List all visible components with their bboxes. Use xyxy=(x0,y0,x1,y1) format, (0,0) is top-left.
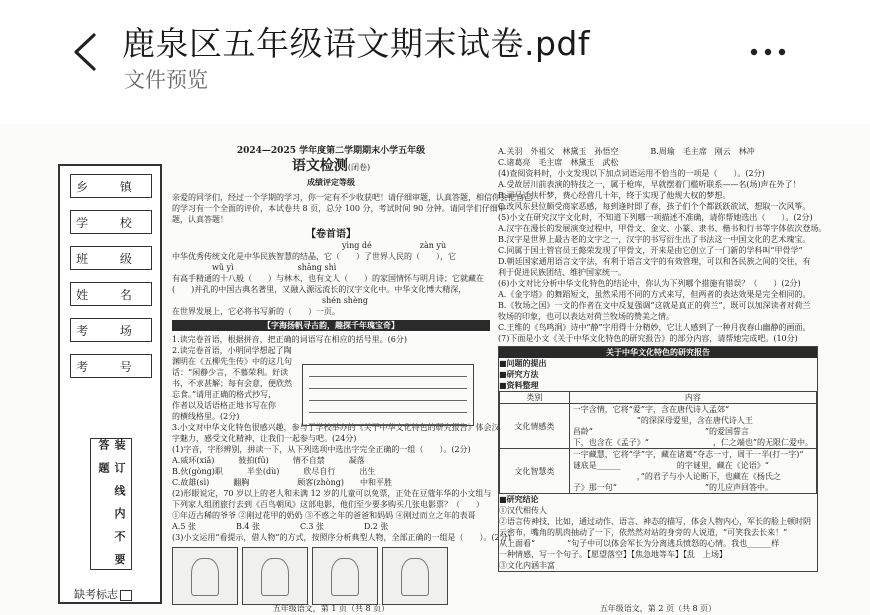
pinyin-line xyxy=(172,240,490,251)
question-line: A.威环(xiǎ) 彼拍(fū) 情不自禁 凝落 xyxy=(172,456,365,465)
page-footer: 五年级语文，第 2 页（共 8 页） xyxy=(599,604,717,613)
report-line: ①汉代相传人 xyxy=(499,506,547,515)
question-line: (5)小文在研究汉字文化时，不知道下列哪一项描述不准确，请你帮她选出（ ）。(2分) xyxy=(498,213,813,222)
question-line: C.王维的《鸟鸣涧》诗中“静”字用得十分精妙，它让人感到了一种月夜春山幽静的画面。 xyxy=(498,323,811,332)
pinyin: yìng dé xyxy=(342,241,372,250)
content-line: 昌龄“ ”的爱国誓言 xyxy=(572,427,749,436)
intro-line: 的学习有一个全面的评价，本试卷共 8 页，总分 100 分，考试时间 90 分钟。请同学们仔细审 xyxy=(172,204,506,213)
top-bar xyxy=(0,0,870,122)
question-line: A.受故居川前表演的特技之一，属于枪库，早就摆着门槛听联系——名(场)声在外了！ xyxy=(498,180,801,189)
question-line: (3)小文运用“看提示，借人物”的方式，按照序分析典型人物，全部正确的一组是（ ）。(2分) xyxy=(172,533,511,542)
character-illustration xyxy=(382,547,448,605)
content-line: 一字藏慧，它将“学”字，藏在诸葛“夺志一寸，周干一半(打一字)” xyxy=(572,450,804,459)
question-line: 2.读完卷首语，小明同学想起了陶 xyxy=(172,346,292,355)
question-line: (1)字音，字形辨别，拼读一下，从下列选项中选出字完全正确的一组（ ）。(2分) xyxy=(172,445,471,454)
table-cell-content xyxy=(569,404,816,449)
more-options-icon[interactable] xyxy=(748,46,788,58)
question-line: (2)形眼说定，70 岁以上的老人和未满 12 岁的儿童可以免票，正处在豆蔻年华的小文组与 xyxy=(172,489,492,498)
question-line: D.朝廷国家通用语言文字法，有利于语言文字的有效管理，可以和各民族之间的交往，有 xyxy=(498,257,811,266)
question-line: 渊明在《五柳先生传》中的这几句 xyxy=(172,357,292,366)
illustration-row xyxy=(172,547,490,605)
question-line: C.故雄(sì) 翻胸 顾客(zhòng) 中和平胜 xyxy=(172,478,392,487)
content-line: ”的深深母爱里，含在唐代诗人王 xyxy=(572,416,753,425)
table-row xyxy=(500,404,817,449)
question-line: B.司马迁扶杆梦，费心经营几十年，终于实现了他规大权的梦想。 xyxy=(498,191,731,200)
absent-mark xyxy=(74,586,132,602)
para-line: 有高手精通的十八般（ ）与林木，也有文人（ ）的家国情怀与明月诗；它就藏在 xyxy=(172,274,484,283)
report-item: ■问题的提出 xyxy=(499,358,547,368)
report-item: ■资料整理 xyxy=(499,380,539,390)
question-line: 忘食。”请用正确的格式抄写， xyxy=(172,390,277,399)
binding-strip xyxy=(58,164,162,604)
binding-field: 考 场 xyxy=(70,318,152,342)
para-line: 中华优秀传统文化是中华民族智慧的结晶，它（ ）了世界人民的（ ），它 xyxy=(172,252,456,261)
report-line: 从上面看“ ”句子中可以体会军长为分离逃兵愤怒的心情。我也______样 xyxy=(499,539,780,548)
section-band: 【字海扬帆寻古韵，趣探千年瑰宝奇】 xyxy=(172,320,490,331)
section-title: 【卷首语】 xyxy=(306,229,356,240)
question-line: 字魅力，感受文化精神，让我们一起参与吧。(24分) xyxy=(172,434,357,443)
question-line: B.《牧场之国》一文的作者在文中反复强调“这就是真正的荷兰”，既可以加深读者对荷兰 xyxy=(498,301,811,310)
content-line: 下，也含在《孟子》“ ，仁之端也”的无限仁爱中。 xyxy=(572,438,813,447)
question-line: 下列家人组团旅行去到《百鸟朝凤》这部电影，他们至少要多购买几张电影票？（ ） xyxy=(172,500,484,509)
question-line: ①年迈古稀的爷爷 ②刚过花甲的奶奶 ③不惑之年的爸爸和妈妈 ④刚过而立之年的表哥 xyxy=(172,511,476,520)
report-line: ②语言传神技，比如，通过动作、语言、神态的描写，体会人物内心，军长的脸上顿时阴 xyxy=(499,517,811,526)
pdf-page-2 xyxy=(498,146,827,614)
question-line: 话：“闲静少言，不慕荣利。好读 xyxy=(172,368,289,377)
table-header: 类别 xyxy=(500,392,570,404)
question-line: (4)查阅资料时，小文发现以下加点词语运用不恰当的一项是（ ）。(2分) xyxy=(498,169,765,178)
question-line: B.伙(gòng)职 半坐(dù) 欣尽自行 出生 xyxy=(172,467,376,476)
report-item: ■研究方法 xyxy=(499,369,539,379)
question-line: A.汉字在漫长的发展演变过程中，甲骨文、金文、小篆、隶书、楷书和行书等字体依次登场。 xyxy=(498,224,827,233)
table-cell-content xyxy=(569,449,816,494)
question-line: A.《金字塔》的舞蹈短文，虽然采用不同的方式来写，但两者的表达效果是完全相同的。 xyxy=(498,290,811,299)
question-line: (7)下面是小文《关于中华文化特色的研究报告》的部分内容，请帮她完成吧。(10分) xyxy=(498,334,798,343)
question-line: 的横线格里。(2分) xyxy=(172,412,240,421)
exam-subject-name: 语文检测 xyxy=(291,158,348,174)
question-line: (6)小文对比分析中华文化特色的结论中，你认为下列哪个措施有错误？（ ）(2分) xyxy=(498,279,801,288)
character-illustration xyxy=(242,547,308,605)
binding-field: 姓 名 xyxy=(70,282,152,306)
document-subtitle: 文件预览 xyxy=(124,68,208,92)
content-line: 子》那一句“ ”的儿应声回答中。 xyxy=(572,483,773,492)
intro-line: 题，认真答题！ xyxy=(172,215,228,224)
question-line: 作者以及话语格正地书写在你 xyxy=(172,401,276,410)
question-line: C.改风东县位颇受商家恶感，每到逢时即了春，孩子们个个都跃跃欲试，想取一次风筝。 xyxy=(498,202,811,211)
document-title: 鹿泉区五年级语文期末试卷.pdf xyxy=(122,24,591,63)
content-line: ，”的君子与小人论断下，也藏在《杨氏之 xyxy=(572,472,781,481)
report-title: 关于中华文化特色的研究报告 xyxy=(499,347,817,358)
character-illustration xyxy=(172,547,238,605)
report-item: ■研究结论 xyxy=(499,494,539,504)
question-line: B.汉字是世界上最古老的文字之一，汉字的书写衍生出了书法这一中国文化的艺术瑰宝。 xyxy=(498,235,811,244)
report-line: 云密布，嘴角的肌肉抽动了一下，依然然对站的身旁的人说道，“可笑我去长来！” xyxy=(499,528,788,537)
writing-lines-box xyxy=(302,364,474,426)
content-line: 谜底是______ 的字谜里，藏在《论语》“ xyxy=(572,461,769,470)
exam-subject xyxy=(172,157,490,177)
binding-seal-text: 装 订 线 内 不 要 答 题 xyxy=(90,438,132,570)
character-illustration xyxy=(312,547,378,605)
question-line: 3.小文对中华文化特色很感兴趣，参与了学校举办的《关于中华文化特色的研究报告》体会汉 xyxy=(172,423,500,432)
binding-field: 考 号 xyxy=(70,354,152,378)
grade-label: 成绩评定等级 xyxy=(307,177,355,187)
absent-checkbox xyxy=(120,590,132,601)
intro-line: 亲爱的同学们，经过一个学期的学习，你一定有不少收获吧！请仔细审题，认真答题，相信你会把自己 xyxy=(172,193,532,202)
question-line: 利于促进民族团结、维护国家统一。 xyxy=(498,268,626,277)
research-report xyxy=(498,346,818,572)
exam-heading: 2024—2025 学年度第二学期期末小学五年级 xyxy=(236,146,426,156)
question-line: A.关羽 外祖父 林黛玉 孙悟空 B.周瑜 毛主席 刚云 林冲 xyxy=(498,147,755,156)
question-line: 书，不求甚解；每有会意，便欣然 xyxy=(172,379,292,388)
binding-field: 学 校 xyxy=(70,210,152,234)
pdf-preview[interactable] xyxy=(0,124,870,615)
para-line: ( )并孔的中国古典名著里，又融入源远流长的汉字文化中。中华文化博大精深， xyxy=(172,285,467,294)
binding-field: 班 级 xyxy=(70,246,152,270)
absent-label: 缺考标志 xyxy=(74,588,118,601)
table-header: 内容 xyxy=(569,392,816,404)
back-arrow-icon[interactable] xyxy=(68,32,102,72)
pinyin-line: wǔ yì shāng shì xyxy=(212,263,337,272)
question-line: 牧场的印象，也可以表达对荷兰牧场的赞美之情。 xyxy=(498,312,674,321)
question-line: C.诸葛亮 毛主席 林黛玉 武松 xyxy=(498,158,619,167)
pinyin-line: shén shèng xyxy=(322,296,368,305)
table-cell-type: 文化智慧类 xyxy=(500,449,570,494)
binding-field: 乡 镇 xyxy=(70,174,152,198)
report-line: ③文化内涵丰富 xyxy=(499,561,555,570)
report-line: 一种情感，写一个句子。【愿望落空】【焦急地等车】【乱 上场】 xyxy=(499,550,727,559)
para-line: 在世界发展上，它必将书写新的（ ）一页。 xyxy=(172,307,340,316)
exam-subject-tag: (闭卷) xyxy=(347,163,371,172)
question-line: A.5 张 B.4 张 C.3 张 D.2 张 xyxy=(172,522,389,531)
content-line: 一字含情，它将“爱”字，含在唐代诗人孟郊“ xyxy=(572,405,730,414)
report-table xyxy=(499,391,817,494)
pinyin: zàn yù xyxy=(419,241,447,250)
question-line: 1.读完卷首语，根据拼音，把正确的词语写在相应的括号里。(6分) xyxy=(172,335,407,344)
question-line: C.同属于国土管官员王懿荣发现了甲骨文，开来是由它创立了一门新的学科叫“甲骨学” xyxy=(498,246,803,255)
page-footer: 五年级语文，第 1 页（共 8 页） xyxy=(272,604,390,613)
table-cell-type: 文化情感类 xyxy=(500,404,570,449)
table-row xyxy=(500,449,817,494)
